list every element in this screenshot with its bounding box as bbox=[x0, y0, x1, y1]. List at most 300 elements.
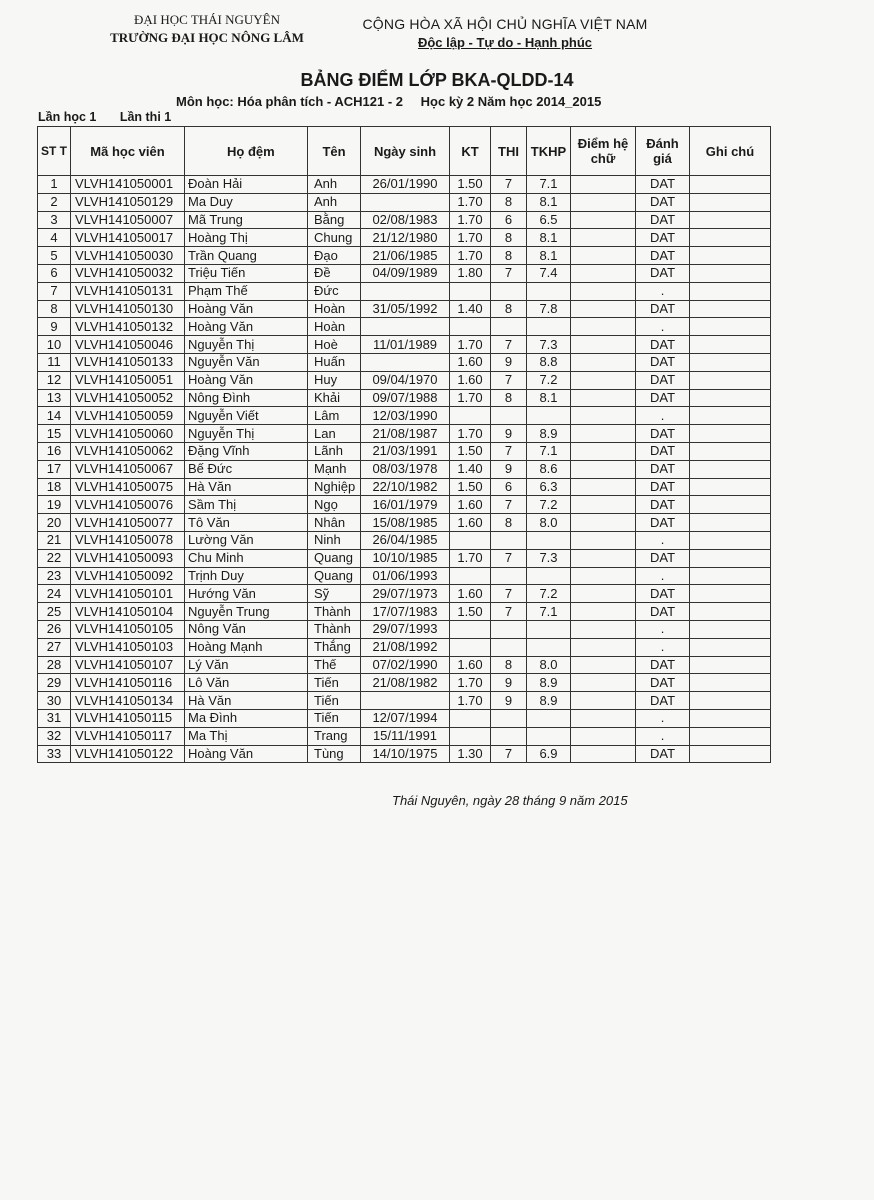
col-surname-cell: Bế Đức bbox=[185, 460, 308, 478]
col-letter-grade-cell bbox=[571, 282, 636, 300]
col-surname-cell: Mã Trung bbox=[185, 211, 308, 229]
col-surname-cell: Nông Văn bbox=[185, 620, 308, 638]
col-evaluation-cell: DAT bbox=[636, 176, 690, 194]
col-notes-cell bbox=[690, 567, 771, 585]
col-birth-date-cell: 21/08/1982 bbox=[361, 674, 450, 692]
col-birth-date-cell: 21/08/1992 bbox=[361, 638, 450, 656]
col-tkhp-cell bbox=[527, 531, 571, 549]
col-surname-cell: Hoàng Văn bbox=[185, 300, 308, 318]
col-notes-cell bbox=[690, 745, 771, 763]
col-given-name-cell: Sỹ bbox=[308, 585, 361, 603]
col-evaluation-cell: DAT bbox=[636, 229, 690, 247]
col-notes-cell bbox=[690, 674, 771, 692]
col-birth-date-cell: 15/11/1991 bbox=[361, 727, 450, 745]
col-evaluation-cell: DAT bbox=[636, 692, 690, 710]
col-thi-cell: 9 bbox=[491, 425, 527, 443]
col-stt-cell: 17 bbox=[38, 460, 71, 478]
col-evaluation-cell: DAT bbox=[636, 514, 690, 532]
col-stt-cell: 31 bbox=[38, 709, 71, 727]
col-given-name-cell: Quang bbox=[308, 567, 361, 585]
col-notes-cell bbox=[690, 211, 771, 229]
col-thi-cell bbox=[491, 709, 527, 727]
col-kt-cell: 1.30 bbox=[450, 745, 491, 763]
subject-line bbox=[176, 94, 615, 109]
col-student-id-cell: VLVH141050133 bbox=[71, 353, 185, 371]
col-student-id-cell: VLVH141050134 bbox=[71, 692, 185, 710]
table-row bbox=[38, 620, 771, 638]
table-row bbox=[38, 478, 771, 496]
col-evaluation-cell: . bbox=[636, 567, 690, 585]
col-notes-cell bbox=[690, 514, 771, 532]
col-kt-cell bbox=[450, 709, 491, 727]
col-student-id-cell: VLVH141050093 bbox=[71, 549, 185, 567]
col-stt-cell: 29 bbox=[38, 674, 71, 692]
col-given-name-cell: Lãnh bbox=[308, 442, 361, 460]
col-student-id-cell: VLVH141050052 bbox=[71, 389, 185, 407]
col-tkhp-cell: 8.9 bbox=[527, 674, 571, 692]
col-student-id-cell: VLVH141050107 bbox=[71, 656, 185, 674]
col-thi-cell bbox=[491, 407, 527, 425]
col-tkhp-cell: 7.2 bbox=[527, 585, 571, 603]
col-thi-cell: 8 bbox=[491, 229, 527, 247]
col-thi-cell: 9 bbox=[491, 674, 527, 692]
table-row bbox=[38, 282, 771, 300]
col-birth-date-cell: 14/10/1975 bbox=[361, 745, 450, 763]
col-stt-cell: 33 bbox=[38, 745, 71, 763]
col-student-id-cell: VLVH141050076 bbox=[71, 496, 185, 514]
table-row bbox=[38, 585, 771, 603]
col-evaluation-cell: DAT bbox=[636, 656, 690, 674]
col-birth-date-cell bbox=[361, 692, 450, 710]
col-given-name-cell: Lâm bbox=[308, 407, 361, 425]
col-given-name-cell: Quang bbox=[308, 549, 361, 567]
col-student-id-cell: VLVH141050075 bbox=[71, 478, 185, 496]
col-thi-cell bbox=[491, 318, 527, 336]
col-given-name-cell: Anh bbox=[308, 176, 361, 194]
col-birth-date-cell: 04/09/1989 bbox=[361, 264, 450, 282]
col-given-name-cell: Đề bbox=[308, 264, 361, 282]
col-letter-grade-cell bbox=[571, 531, 636, 549]
col-stt-cell: 27 bbox=[38, 638, 71, 656]
col-birth-date-cell bbox=[361, 193, 450, 211]
col-notes-cell bbox=[690, 282, 771, 300]
col-birth-date-cell: 02/08/1983 bbox=[361, 211, 450, 229]
col-notes-cell bbox=[690, 300, 771, 318]
col-surname-cell: Ma Duy bbox=[185, 193, 308, 211]
col-kt-cell: 1.70 bbox=[450, 549, 491, 567]
col-student-id-cell: VLVH141050062 bbox=[71, 442, 185, 460]
col-student-id-cell: VLVH141050092 bbox=[71, 567, 185, 585]
col-thi-cell: 7 bbox=[491, 442, 527, 460]
col-stt-cell: 13 bbox=[38, 389, 71, 407]
col-kt-cell bbox=[450, 282, 491, 300]
col-stt-header: ST T bbox=[38, 127, 71, 176]
col-evaluation-cell: DAT bbox=[636, 549, 690, 567]
col-stt-cell: 28 bbox=[38, 656, 71, 674]
col-tkhp-cell bbox=[527, 567, 571, 585]
col-surname-cell: Hà Văn bbox=[185, 692, 308, 710]
col-letter-grade-cell bbox=[571, 318, 636, 336]
col-surname-cell: Hoàng Văn bbox=[185, 371, 308, 389]
table-row bbox=[38, 407, 771, 425]
col-student-id-cell: VLVH141050051 bbox=[71, 371, 185, 389]
col-tkhp-cell bbox=[527, 407, 571, 425]
col-stt-cell: 9 bbox=[38, 318, 71, 336]
table-header-row bbox=[38, 127, 771, 176]
col-thi-cell: 8 bbox=[491, 247, 527, 265]
col-evaluation-cell: . bbox=[636, 407, 690, 425]
col-given-name-cell: Đức bbox=[308, 282, 361, 300]
col-student-id-cell: VLVH141050131 bbox=[71, 282, 185, 300]
col-surname-cell: Ma Thị bbox=[185, 727, 308, 745]
col-kt-cell bbox=[450, 620, 491, 638]
table-row bbox=[38, 336, 771, 354]
col-letter-grade-cell bbox=[571, 229, 636, 247]
col-tkhp-cell: 7.1 bbox=[527, 603, 571, 621]
col-stt-cell: 4 bbox=[38, 229, 71, 247]
col-student-id-cell: VLVH141050115 bbox=[71, 709, 185, 727]
col-given-name-cell: Mạnh bbox=[308, 460, 361, 478]
col-evaluation-cell: DAT bbox=[636, 585, 690, 603]
col-notes-cell bbox=[690, 638, 771, 656]
col-thi-cell bbox=[491, 638, 527, 656]
national-motto: Độc lập - Tự do - Hạnh phúc bbox=[417, 35, 593, 50]
col-student-id-cell: VLVH141050130 bbox=[71, 300, 185, 318]
col-notes-cell bbox=[690, 229, 771, 247]
table-row bbox=[38, 193, 771, 211]
col-kt-cell: 1.80 bbox=[450, 264, 491, 282]
col-student-id-cell: VLVH141050103 bbox=[71, 638, 185, 656]
issuer-header bbox=[82, 12, 332, 46]
col-surname-cell: Nguyễn Thị bbox=[185, 336, 308, 354]
col-stt-cell: 25 bbox=[38, 603, 71, 621]
table-row bbox=[38, 727, 771, 745]
col-thi-cell bbox=[491, 282, 527, 300]
col-birth-date-cell: 29/07/1973 bbox=[361, 585, 450, 603]
col-given-name-cell: Ngọ bbox=[308, 496, 361, 514]
col-letter-grade-cell bbox=[571, 478, 636, 496]
table-row bbox=[38, 247, 771, 265]
col-kt-header: KT bbox=[450, 127, 491, 176]
col-student-id-cell: VLVH141050059 bbox=[71, 407, 185, 425]
col-letter-grade-cell bbox=[571, 176, 636, 194]
attempt-line bbox=[38, 110, 191, 124]
col-given-name-cell: Huy bbox=[308, 371, 361, 389]
col-stt-cell: 16 bbox=[38, 442, 71, 460]
table-row bbox=[38, 531, 771, 549]
col-notes-cell bbox=[690, 656, 771, 674]
col-notes-cell bbox=[690, 709, 771, 727]
col-evaluation-cell: . bbox=[636, 318, 690, 336]
col-surname-cell: Hoàng Văn bbox=[185, 318, 308, 336]
col-birth-date-cell: 09/07/1988 bbox=[361, 389, 450, 407]
col-thi-cell: 7 bbox=[491, 496, 527, 514]
col-thi-cell: 8 bbox=[491, 300, 527, 318]
col-letter-grade-cell bbox=[571, 336, 636, 354]
col-letter-grade-cell bbox=[571, 353, 636, 371]
table-row bbox=[38, 603, 771, 621]
col-tkhp-cell: 7.4 bbox=[527, 264, 571, 282]
col-given-name-cell: Thành bbox=[308, 603, 361, 621]
col-thi-cell bbox=[491, 567, 527, 585]
col-stt-cell: 7 bbox=[38, 282, 71, 300]
col-kt-cell: 1.60 bbox=[450, 371, 491, 389]
table-row bbox=[38, 264, 771, 282]
table-row bbox=[38, 353, 771, 371]
col-kt-cell: 1.70 bbox=[450, 674, 491, 692]
col-given-name-cell: Đạo bbox=[308, 247, 361, 265]
col-tkhp-cell: 8.9 bbox=[527, 692, 571, 710]
col-tkhp-cell: 8.1 bbox=[527, 193, 571, 211]
col-letter-grade-cell bbox=[571, 514, 636, 532]
table-row bbox=[38, 638, 771, 656]
col-thi-cell: 8 bbox=[491, 656, 527, 674]
col-given-name-header: Tên bbox=[308, 127, 361, 176]
col-kt-cell: 1.60 bbox=[450, 496, 491, 514]
col-letter-grade-cell bbox=[571, 585, 636, 603]
col-thi-header: THI bbox=[491, 127, 527, 176]
col-birth-date-cell bbox=[361, 353, 450, 371]
col-thi-cell: 7 bbox=[491, 603, 527, 621]
table-row bbox=[38, 549, 771, 567]
col-tkhp-cell bbox=[527, 709, 571, 727]
col-notes-cell bbox=[690, 727, 771, 745]
col-evaluation-cell: DAT bbox=[636, 460, 690, 478]
col-tkhp-cell: 7.3 bbox=[527, 336, 571, 354]
col-birth-date-cell: 12/03/1990 bbox=[361, 407, 450, 425]
col-notes-cell bbox=[690, 264, 771, 282]
col-birth-date-cell: 07/02/1990 bbox=[361, 656, 450, 674]
col-stt-cell: 15 bbox=[38, 425, 71, 443]
col-notes-cell bbox=[690, 353, 771, 371]
university-name: ĐẠI HỌC THÁI NGUYÊN bbox=[134, 12, 280, 27]
col-evaluation-cell: . bbox=[636, 638, 690, 656]
col-surname-cell: Trần Quang bbox=[185, 247, 308, 265]
col-birth-date-cell: 26/04/1985 bbox=[361, 531, 450, 549]
col-given-name-cell: Nghiệp bbox=[308, 478, 361, 496]
col-given-name-cell: Thắng bbox=[308, 638, 361, 656]
col-stt-cell: 21 bbox=[38, 531, 71, 549]
col-stt-cell: 1 bbox=[38, 176, 71, 194]
col-kt-cell bbox=[450, 318, 491, 336]
col-birth-date-cell: 15/08/1985 bbox=[361, 514, 450, 532]
col-evaluation-cell: DAT bbox=[636, 264, 690, 282]
col-letter-grade-header: Điểm hệ chữ bbox=[571, 127, 636, 176]
col-student-id-cell: VLVH141050129 bbox=[71, 193, 185, 211]
col-given-name-cell: Tùng bbox=[308, 745, 361, 763]
term-info: Học kỳ 2 Năm học 2014_2015 bbox=[420, 94, 602, 109]
col-given-name-cell: Tiến bbox=[308, 692, 361, 710]
col-kt-cell bbox=[450, 727, 491, 745]
col-student-id-header: Mã học viên bbox=[71, 127, 185, 176]
col-kt-cell: 1.40 bbox=[450, 460, 491, 478]
col-letter-grade-cell bbox=[571, 389, 636, 407]
col-evaluation-cell: DAT bbox=[636, 353, 690, 371]
col-tkhp-cell: 8.0 bbox=[527, 656, 571, 674]
col-birth-date-cell: 10/10/1985 bbox=[361, 549, 450, 567]
col-evaluation-cell: DAT bbox=[636, 674, 690, 692]
col-letter-grade-cell bbox=[571, 264, 636, 282]
col-evaluation-cell: DAT bbox=[636, 745, 690, 763]
col-surname-cell: Trịnh Duy bbox=[185, 567, 308, 585]
col-birth-date-cell: 21/06/1985 bbox=[361, 247, 450, 265]
page-title: BẢNG ĐIỂM LỚP BKA-QLDD-14 bbox=[300, 70, 574, 90]
col-letter-grade-cell bbox=[571, 496, 636, 514]
col-letter-grade-cell bbox=[571, 211, 636, 229]
col-kt-cell bbox=[450, 531, 491, 549]
col-notes-cell bbox=[690, 692, 771, 710]
col-given-name-cell: Hoàn bbox=[308, 318, 361, 336]
col-stt-cell: 14 bbox=[38, 407, 71, 425]
col-evaluation-cell: DAT bbox=[636, 442, 690, 460]
col-thi-cell: 7 bbox=[491, 549, 527, 567]
col-surname-cell: Nguyễn Trung bbox=[185, 603, 308, 621]
col-notes-cell bbox=[690, 407, 771, 425]
col-surname-cell: Hoàng Mạnh bbox=[185, 638, 308, 656]
col-student-id-cell: VLVH141050046 bbox=[71, 336, 185, 354]
col-birth-date-cell: 29/07/1993 bbox=[361, 620, 450, 638]
col-tkhp-cell: 6.5 bbox=[527, 211, 571, 229]
table-row bbox=[38, 318, 771, 336]
col-stt-cell: 22 bbox=[38, 549, 71, 567]
col-stt-cell: 2 bbox=[38, 193, 71, 211]
col-student-id-cell: VLVH141050007 bbox=[71, 211, 185, 229]
col-stt-cell: 5 bbox=[38, 247, 71, 265]
col-stt-cell: 20 bbox=[38, 514, 71, 532]
col-stt-cell: 6 bbox=[38, 264, 71, 282]
col-student-id-cell: VLVH141050101 bbox=[71, 585, 185, 603]
col-stt-cell: 19 bbox=[38, 496, 71, 514]
col-letter-grade-cell bbox=[571, 300, 636, 318]
col-surname-header: Họ đệm bbox=[185, 127, 308, 176]
col-tkhp-cell: 6.3 bbox=[527, 478, 571, 496]
col-student-id-cell: VLVH141050132 bbox=[71, 318, 185, 336]
col-surname-cell: Nguyễn Thị bbox=[185, 425, 308, 443]
col-thi-cell: 7 bbox=[491, 176, 527, 194]
col-kt-cell: 1.50 bbox=[450, 442, 491, 460]
col-evaluation-cell: . bbox=[636, 620, 690, 638]
col-given-name-cell: Thế bbox=[308, 656, 361, 674]
col-evaluation-cell: . bbox=[636, 282, 690, 300]
table-row bbox=[38, 567, 771, 585]
col-evaluation-cell: DAT bbox=[636, 300, 690, 318]
col-notes-cell bbox=[690, 425, 771, 443]
col-kt-cell: 1.70 bbox=[450, 692, 491, 710]
col-tkhp-cell: 8.6 bbox=[527, 460, 571, 478]
table-row bbox=[38, 460, 771, 478]
col-tkhp-cell bbox=[527, 638, 571, 656]
col-surname-cell: Hà Văn bbox=[185, 478, 308, 496]
col-thi-cell bbox=[491, 620, 527, 638]
col-notes-cell bbox=[690, 371, 771, 389]
col-given-name-cell: Tiến bbox=[308, 674, 361, 692]
col-stt-cell: 18 bbox=[38, 478, 71, 496]
col-kt-cell bbox=[450, 638, 491, 656]
col-kt-cell: 1.60 bbox=[450, 656, 491, 674]
col-given-name-cell: Huấn bbox=[308, 353, 361, 371]
col-evaluation-cell: . bbox=[636, 531, 690, 549]
col-surname-cell: Nông Đình bbox=[185, 389, 308, 407]
col-surname-cell: Hoàng Thị bbox=[185, 229, 308, 247]
col-notes-cell bbox=[690, 460, 771, 478]
col-student-id-cell: VLVH141050030 bbox=[71, 247, 185, 265]
col-evaluation-cell: DAT bbox=[636, 211, 690, 229]
col-stt-cell: 12 bbox=[38, 371, 71, 389]
col-tkhp-cell: 8.9 bbox=[527, 425, 571, 443]
col-thi-cell: 7 bbox=[491, 745, 527, 763]
col-notes-header: Ghi chú bbox=[690, 127, 771, 176]
col-surname-cell: Lô Văn bbox=[185, 674, 308, 692]
col-student-id-cell: VLVH141050017 bbox=[71, 229, 185, 247]
col-surname-cell: Ma Đình bbox=[185, 709, 308, 727]
col-thi-cell bbox=[491, 531, 527, 549]
col-evaluation-cell: . bbox=[636, 709, 690, 727]
col-thi-cell: 7 bbox=[491, 585, 527, 603]
col-notes-cell bbox=[690, 247, 771, 265]
col-notes-cell bbox=[690, 620, 771, 638]
col-thi-cell: 6 bbox=[491, 211, 527, 229]
col-given-name-cell: Ninh bbox=[308, 531, 361, 549]
col-tkhp-cell: 7.2 bbox=[527, 496, 571, 514]
col-letter-grade-cell bbox=[571, 603, 636, 621]
col-letter-grade-cell bbox=[571, 407, 636, 425]
col-tkhp-cell bbox=[527, 318, 571, 336]
col-surname-cell: Hướng Văn bbox=[185, 585, 308, 603]
col-notes-cell bbox=[690, 336, 771, 354]
col-birth-date-cell bbox=[361, 282, 450, 300]
col-given-name-cell: Thành bbox=[308, 620, 361, 638]
col-birth-date-cell: 21/08/1987 bbox=[361, 425, 450, 443]
col-tkhp-cell bbox=[527, 282, 571, 300]
col-kt-cell: 1.60 bbox=[450, 514, 491, 532]
col-birth-date-cell: 26/01/1990 bbox=[361, 176, 450, 194]
col-evaluation-cell: DAT bbox=[636, 496, 690, 514]
col-letter-grade-cell bbox=[571, 247, 636, 265]
col-surname-cell: Đoàn Hải bbox=[185, 176, 308, 194]
col-letter-grade-cell bbox=[571, 549, 636, 567]
col-letter-grade-cell bbox=[571, 674, 636, 692]
col-tkhp-cell bbox=[527, 727, 571, 745]
col-birth-date-cell bbox=[361, 318, 450, 336]
col-kt-cell: 1.60 bbox=[450, 353, 491, 371]
table-row bbox=[38, 709, 771, 727]
col-thi-cell: 8 bbox=[491, 389, 527, 407]
col-given-name-cell: Hoè bbox=[308, 336, 361, 354]
col-tkhp-cell: 8.1 bbox=[527, 247, 571, 265]
col-kt-cell: 1.70 bbox=[450, 193, 491, 211]
col-notes-cell bbox=[690, 496, 771, 514]
col-thi-cell: 8 bbox=[491, 514, 527, 532]
col-stt-cell: 23 bbox=[38, 567, 71, 585]
table-row bbox=[38, 745, 771, 763]
col-letter-grade-cell bbox=[571, 442, 636, 460]
col-student-id-cell: VLVH141050104 bbox=[71, 603, 185, 621]
col-given-name-cell: Khải bbox=[308, 389, 361, 407]
col-surname-cell: Chu Minh bbox=[185, 549, 308, 567]
col-given-name-cell: Trang bbox=[308, 727, 361, 745]
col-stt-cell: 3 bbox=[38, 211, 71, 229]
col-student-id-cell: VLVH141050117 bbox=[71, 727, 185, 745]
col-evaluation-cell: DAT bbox=[636, 478, 690, 496]
col-kt-cell bbox=[450, 407, 491, 425]
col-notes-cell bbox=[690, 442, 771, 460]
col-birth-date-cell: 01/06/1993 bbox=[361, 567, 450, 585]
col-given-name-cell: Chung bbox=[308, 229, 361, 247]
col-tkhp-cell: 7.1 bbox=[527, 442, 571, 460]
col-letter-grade-cell bbox=[571, 620, 636, 638]
col-notes-cell bbox=[690, 318, 771, 336]
col-tkhp-cell bbox=[527, 620, 571, 638]
